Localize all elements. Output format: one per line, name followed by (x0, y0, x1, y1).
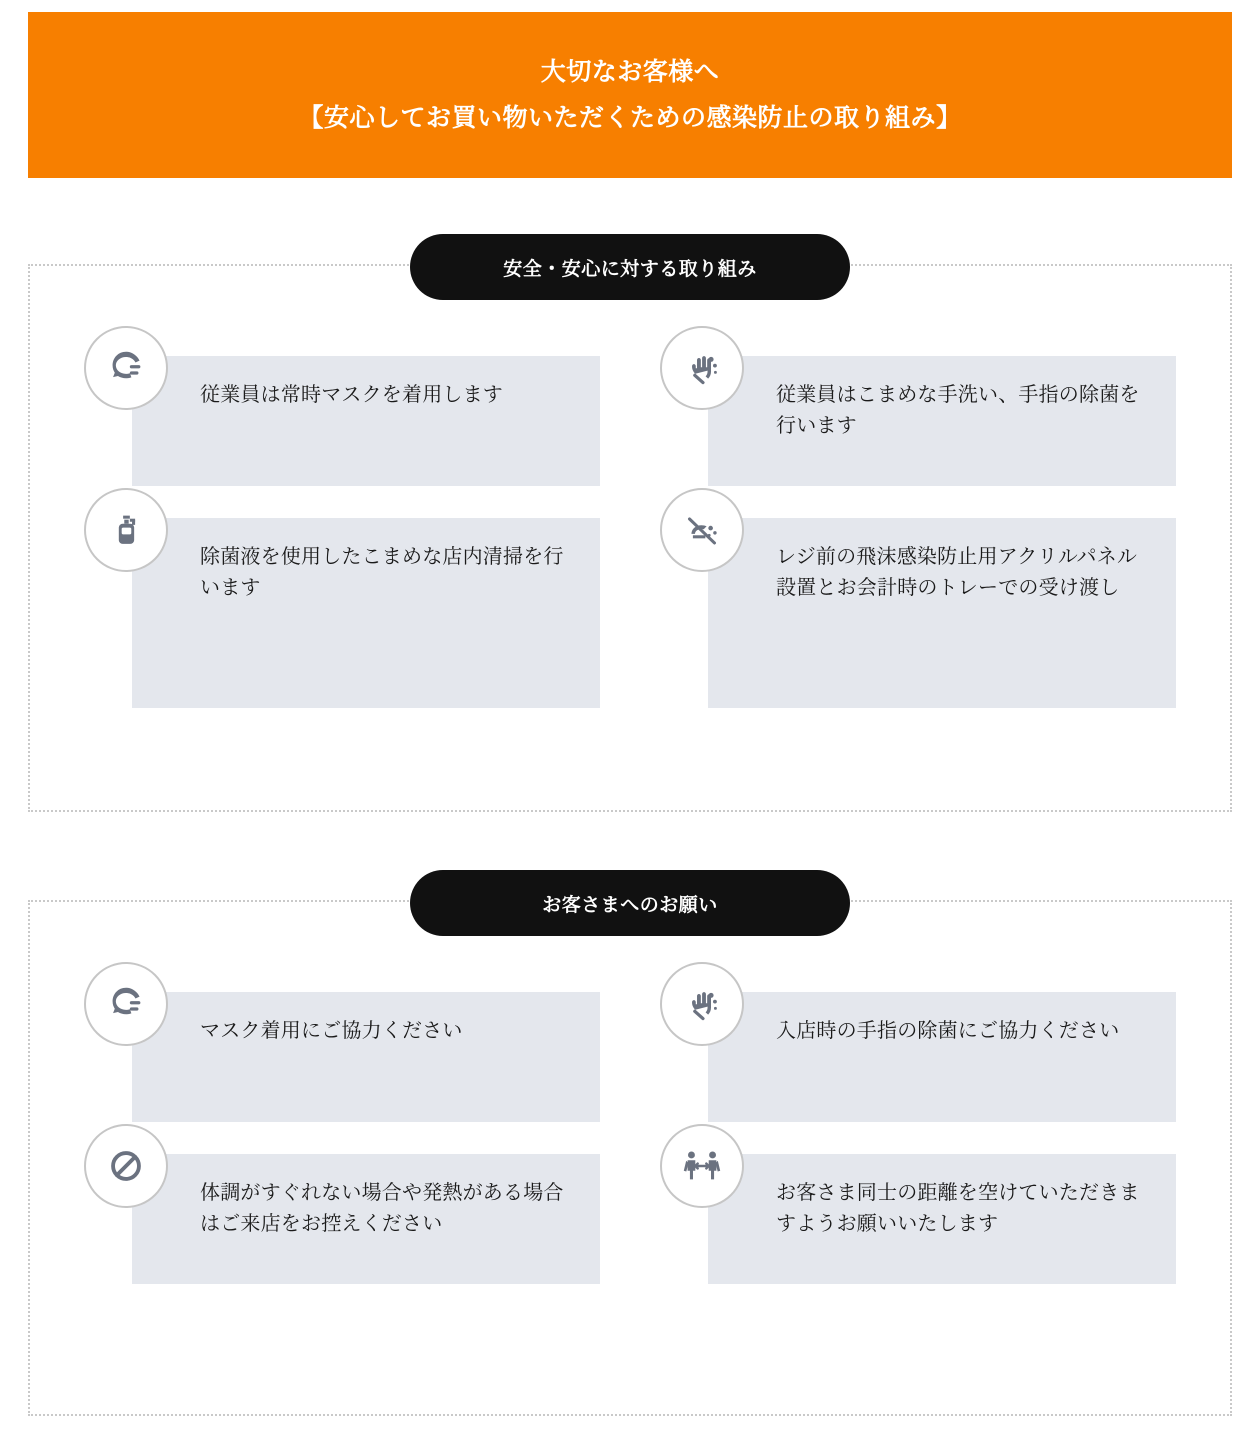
hand-wash-icon (660, 962, 744, 1046)
mask-face-icon (84, 962, 168, 1046)
request-item (84, 1124, 600, 1264)
measure-item-text: 従業員はこまめな手洗い、手指の除菌を行います (776, 384, 1140, 437)
measure-item-box (132, 518, 600, 708)
request-item-text: 体調がすぐれない場合や発熱がある場合はご来店をお控えください (200, 1182, 564, 1235)
request-item-text: マスク着用にご協力ください (200, 1020, 463, 1042)
prohibited-icon (84, 1124, 168, 1208)
request-item-text: 入店時の手指の除菌にご協力ください (776, 1020, 1120, 1042)
measure-item-box (708, 518, 1176, 708)
measure-item (84, 326, 600, 466)
measure-item (84, 488, 600, 628)
request-item-box (132, 992, 600, 1122)
request-item-box (708, 1154, 1176, 1284)
measure-item-text: 従業員は常時マスクを着用します (200, 384, 503, 406)
section-title-1: お客さまへのお願い (410, 870, 850, 936)
measure-item-box (708, 356, 1176, 486)
request-item (660, 962, 1176, 1102)
mask-face-icon (84, 326, 168, 410)
measure-item (660, 488, 1176, 628)
no-droplet-icon (660, 488, 744, 572)
request-item-box (708, 992, 1176, 1122)
header-banner (28, 12, 1232, 178)
section-0-grid (30, 326, 1230, 628)
section-safety-measures (28, 258, 1232, 812)
social-distance-icon (660, 1124, 744, 1208)
request-item (660, 1124, 1176, 1264)
measure-item (660, 326, 1176, 466)
hand-wash-icon (660, 326, 744, 410)
section-title-0: 安全・安心に対する取り組み (410, 234, 850, 300)
section-customer-requests (28, 894, 1232, 1416)
request-item (84, 962, 600, 1102)
measure-item-text: 除菌液を使用したこまめな店内清掃を行います (200, 546, 564, 599)
banner-title-line2: 【安心してお買い物いただくための感染防止の取り組み】 (298, 104, 962, 132)
measure-item-text: レジ前の飛沫感染防止用アクリルパネル設置とお会計時のトレーでの受け渡し (776, 546, 1138, 599)
measure-item-box (132, 356, 600, 486)
request-item-text: お客さま同士の距離を空けていただきますようお願いいたします (776, 1182, 1140, 1235)
banner-title-line1: 大切なお客様へ (540, 58, 720, 86)
request-item-box (132, 1154, 600, 1284)
sanitizer-bottle-icon (84, 488, 168, 572)
section-1-grid (30, 962, 1230, 1264)
